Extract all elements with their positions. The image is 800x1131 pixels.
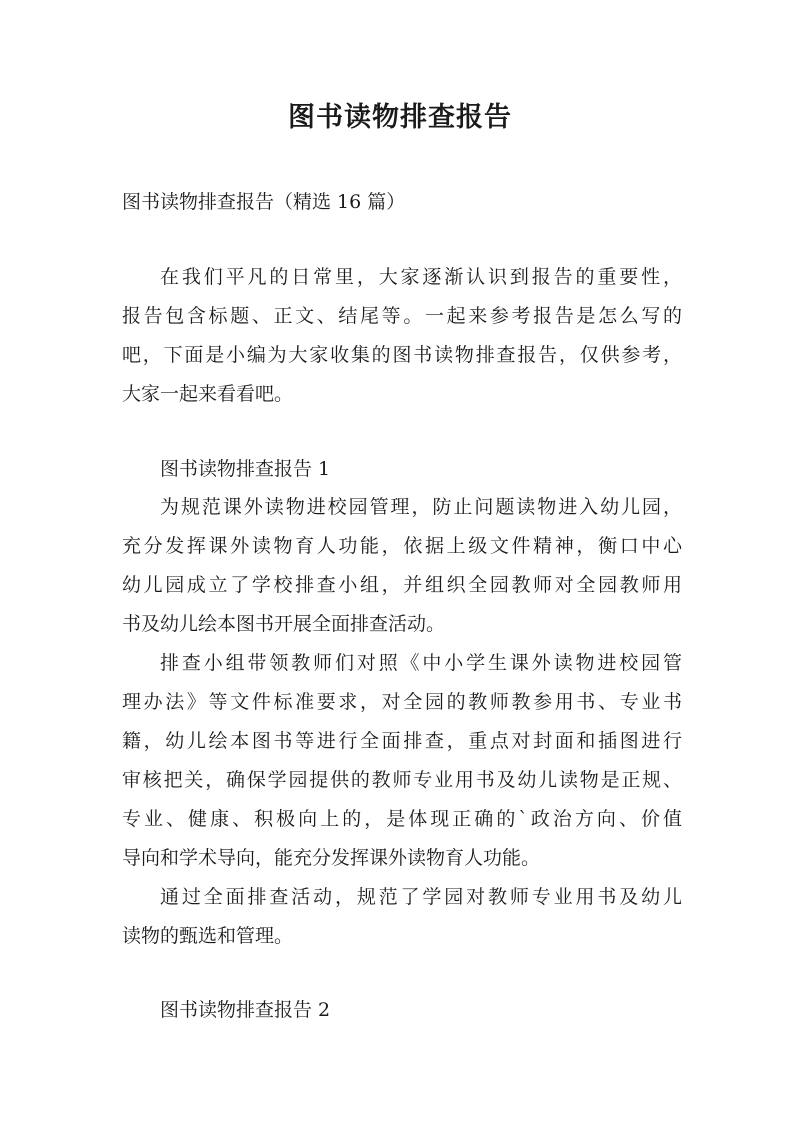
- document-title: 图书读物排查报告: [288, 102, 512, 133]
- report1-p1-line: 书及幼儿绘本图书开展全面排查活动。: [122, 613, 446, 635]
- intro-line: 吧，下面是小编为大家收集的图书读物排查报告，仅供参考，: [122, 344, 682, 366]
- section-heading-1: 图书读物排查报告 1: [160, 458, 331, 480]
- report1-p3-line: 通过全面排查活动，规范了学园对教师专业用书及幼儿: [160, 886, 682, 908]
- report1-p2-line: 导向和学术导向，能充分发挥课外读物育人功能。: [122, 847, 541, 869]
- intro-line: 在我们平凡的日常里，大家逐渐认识到报告的重要性，: [160, 266, 682, 288]
- report1-p1-line: 幼儿园成立了学校排查小组，并组织全园教师对全园教师用: [122, 574, 682, 596]
- report1-p1-line: 充分发挥课外读物育人功能，依据上级文件精神，衡口中心: [122, 535, 682, 557]
- report1-p2-line: 专业、健康、积极向上的，是体现正确的`政治方向、价值: [122, 808, 682, 830]
- report1-p2-line: 排查小组带领教师们对照《中小学生课外读物进校园管: [160, 652, 682, 674]
- report1-p3-line: 读物的甄选和管理。: [122, 925, 294, 947]
- section-heading-2: 图书读物排查报告 2: [160, 999, 331, 1021]
- report1-p1-line: 为规范课外读物进校园管理，防止问题读物进入幼儿园，: [160, 496, 682, 518]
- report1-p2-line: 理办法》等文件标准要求，对全园的教师教参用书、专业书: [122, 691, 682, 713]
- document-subtitle: 图书读物排查报告（精选 16 篇）: [122, 191, 406, 213]
- report1-p2-line: 审核把关，确保学园提供的教师专业用书及幼儿读物是正规、: [122, 769, 682, 791]
- report1-p2-line: 籍，幼儿绘本图书等进行全面排查，重点对封面和插图进行: [122, 730, 682, 752]
- intro-line: 大家一起来看看吧。: [122, 383, 294, 405]
- intro-line: 报告包含标题、正文、结尾等。一起来参考报告是怎么写的: [122, 305, 682, 327]
